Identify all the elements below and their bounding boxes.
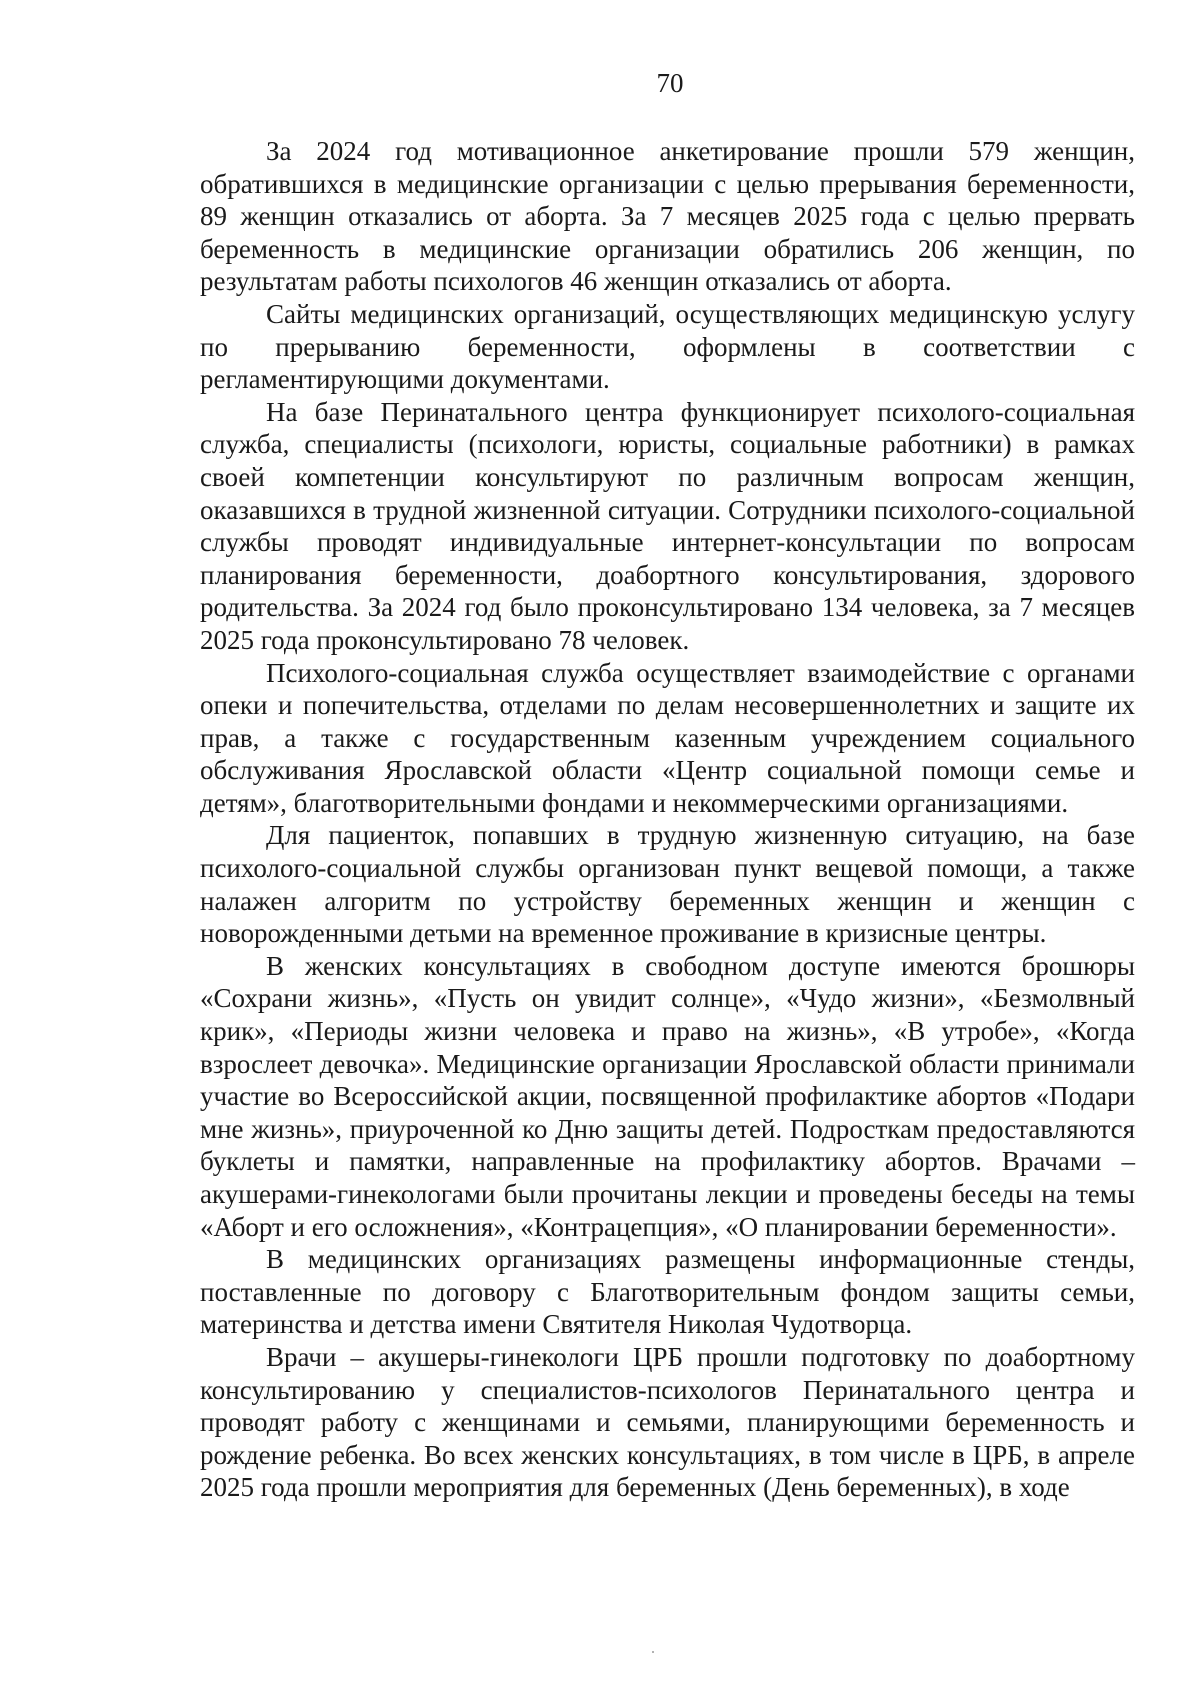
body-text	[200, 135, 1135, 1504]
paragraph-counseling-stats: За 2024 год мотивационное анкетирование прошли 579 женщин, обратившихся в медицинские организации с целью прерывания беременности, 89 женщин отказались от аборта. За 7 месяцев 2025 года с целью прервать беременность в медицинские организации обратились 206 женщин, по результатам работы психологов 46 женщин отказались от аборта.	[200, 136, 1135, 297]
scan-speck	[652, 1651, 654, 1653]
paragraph-brochures: В женских консультациях в свободном доступе имеются брошюры «Сохрани жизнь», «Пусть он увидит солнце», «Чудо жизни», «Безмолвный крик», «Периоды жизни человека и право на жизнь», «В утробе», «Когда взрослеет девочка». Медицинские организации Ярославской области принимали участие во Всероссийской акции, посвященной профилактике абортов «Подари мне жизнь», приуроченной ко Дню защиты детей. Подросткам предоставляются буклеты и памятки, направленные на профилактику абортов. Врачами – акушерами-гинекологами были прочитаны лекции и проведены беседы на темы «Аборт и его осложнения», «Контрацепция», «О планировании беременности».	[200, 950, 1135, 1242]
paragraph-info-stands: В медицинских организациях размещены информационные стенды, поставленные по договору с Благотворительным фондом защиты семьи, материнства и детства имени Святителя Николая Чудотворца.	[200, 1244, 1135, 1340]
paragraph-psychosocial-service: На базе Перинатального центра функционирует психолого-социальная служба, специалисты (психологи, юристы, социальные работники) в рамках своей компетенции консультируют по различным вопросам женщин, оказавшихся в трудной жизненной ситуации. Сотрудники психолого-социальной службы проводят индивидуальные интернет-консультации по вопросам планирования беременности, доабортного консультирования, здорового родительства. За 2024 год было проконсультировано 134 человека, за 7 месяцев 2025 года проконсультировано 78 человек.	[200, 396, 1135, 655]
page-number: 70	[656, 68, 684, 98]
paragraph-cooperation: Психолого-социальная служба осуществляет взаимодействие с органами опеки и попечительства, отделами по делам несовершеннолетних и защите их прав, а также с государственным казенным учреждением социального обслуживания Ярославской области «Центр социальной помощи семье и детям», благотворительными фондами и некоммерческими организациями.	[200, 657, 1135, 818]
paragraph-training: Врачи – акушеры-гинекологи ЦРБ прошли подготовку по доабортному консультированию у специалистов-психологов Перинатального центра и проводят работу с женщинами и семьями, планирующими беременность и рождение ребенка. Во всех женских консультациях, в том числе в ЦРБ, в апреле 2025 года прошли мероприятия для беременных (День беременных), в ходе	[200, 1341, 1135, 1503]
paragraph-clothing-aid: Для пациенток, попавших в трудную жизненную ситуацию, на базе психолого-социальной службы организован пункт вещевой помощи, а также налажен алгоритм по устройству беременных женщин и женщин с новорожденными детьми на временное проживание в кризисные центры.	[200, 820, 1135, 949]
paragraph-websites: Сайты медицинских организаций, осуществляющих медицинскую услугу по прерыванию беременности, оформлены в соответствии с регламентирующими документами.	[200, 298, 1135, 395]
